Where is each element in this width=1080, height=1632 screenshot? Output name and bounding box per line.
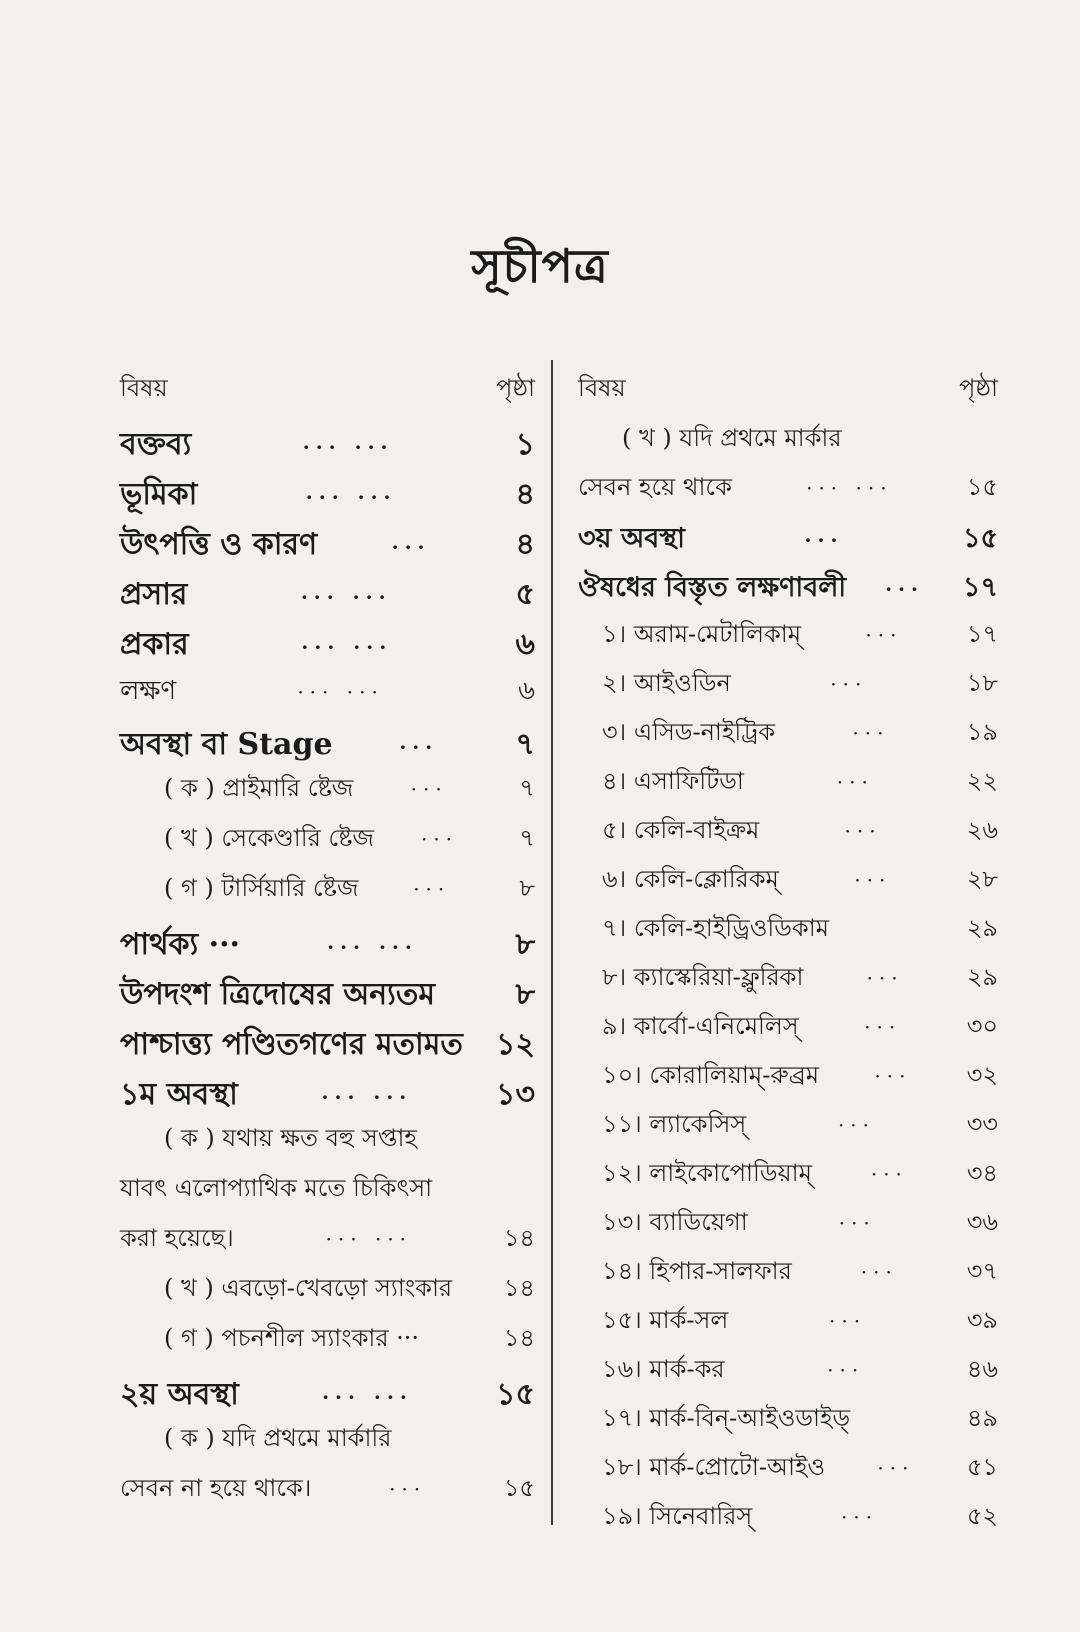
entry-leader: ··· ··· bbox=[297, 680, 384, 704]
entry-title: ১১। ল্যাকেসিস্ bbox=[602, 1110, 747, 1138]
entry-leader: ··· ··· bbox=[302, 435, 394, 459]
toc-entry bbox=[578, 1106, 998, 1155]
entry-title: ভূমিকা bbox=[120, 477, 198, 512]
toc-entry bbox=[120, 1320, 535, 1370]
entry-page-number: ৩৬ bbox=[966, 1208, 998, 1236]
entry-leader: ··· bbox=[864, 1015, 902, 1039]
left-header bbox=[120, 370, 535, 414]
entry-page-number: ২২ bbox=[966, 767, 998, 795]
entry-leader: ··· ··· bbox=[321, 1085, 413, 1109]
entry-title: ( ক ) প্রাইমারি ষ্টেজ bbox=[164, 774, 354, 802]
entry-page-number: ৭ bbox=[519, 774, 535, 802]
entry-title: উপদংশ ত্রিদোষের অন্যতম bbox=[120, 977, 436, 1012]
entry-title: ১২। লাইকোপোডিয়াম্ bbox=[602, 1159, 812, 1187]
entry-title: ১৭। মার্ক-বিন্-আইওডাইড্ bbox=[602, 1404, 851, 1432]
entry-title: বক্তব্য bbox=[120, 427, 192, 462]
entry-leader: ··· bbox=[830, 672, 868, 696]
entry-page-number: ৮ bbox=[515, 927, 535, 962]
entry-title: লক্ষণ bbox=[120, 676, 177, 706]
page-header: পৃষ্ঠা bbox=[496, 374, 535, 402]
toc-entry bbox=[578, 1057, 998, 1106]
entry-page-number: ৮ bbox=[519, 874, 535, 902]
entry-page-number: ৪ bbox=[515, 477, 535, 512]
toc-entry bbox=[120, 520, 535, 570]
entry-title: ১। অরাম-মেটালিকাম্ bbox=[602, 620, 802, 648]
left-rows bbox=[120, 420, 535, 1520]
toc-entry bbox=[578, 1351, 998, 1400]
entry-leader: ··· bbox=[874, 1064, 912, 1088]
entry-page-number: ২৯ bbox=[966, 963, 998, 991]
entry-page-number: ১৪ bbox=[503, 1324, 535, 1352]
toc-entry bbox=[120, 570, 535, 620]
left-column bbox=[120, 370, 535, 1520]
toc-entry bbox=[120, 420, 535, 470]
entry-page-number: ১৪ bbox=[503, 1224, 535, 1252]
entry-title: ১৫। মার্ক-সল bbox=[602, 1306, 729, 1334]
entry-leader: ··· bbox=[829, 1309, 867, 1333]
entry-leader: ··· ··· bbox=[322, 1385, 413, 1409]
entry-title: ( গ ) টার্সিয়ারি ষ্টেজ bbox=[164, 874, 359, 902]
entry-title: পাশ্চাত্ত্য পণ্ডিতগণের মতামত bbox=[120, 1027, 463, 1062]
entry-page-number: ১৭ bbox=[966, 620, 998, 648]
toc-entry bbox=[578, 1302, 998, 1351]
entry-leader: ··· ··· bbox=[325, 1227, 413, 1251]
toc-entry bbox=[578, 420, 998, 469]
toc-entry bbox=[120, 1470, 535, 1520]
entry-page-number: ১৫ bbox=[962, 523, 998, 554]
entry-leader: ··· bbox=[844, 819, 882, 843]
toc-entry bbox=[578, 1008, 998, 1057]
entry-title: ১৯। সিনেবারিস্ bbox=[602, 1502, 753, 1530]
toc-entry bbox=[120, 1120, 535, 1170]
entry-page-number: ৭ bbox=[515, 727, 535, 762]
toc-entry bbox=[120, 770, 535, 820]
toc-entry bbox=[120, 720, 535, 770]
entry-title: ২য় অবস্থা bbox=[120, 1377, 239, 1412]
toc-entry bbox=[120, 1070, 535, 1120]
subject-header: বিষয় bbox=[578, 374, 626, 402]
entry-title: ১৬। মার্ক-কর bbox=[602, 1355, 725, 1383]
entry-leader: ··· bbox=[399, 735, 439, 759]
entry-title: সেবন হয়ে থাকে bbox=[578, 473, 732, 501]
entry-title: যাবৎ এলোপ্যাথিক মতে চিকিৎসা bbox=[120, 1174, 433, 1202]
entry-page-number: ৪৬ bbox=[966, 1355, 998, 1383]
subject-header: বিষয় bbox=[120, 374, 168, 402]
right-header bbox=[578, 370, 998, 414]
toc-entry bbox=[578, 567, 998, 616]
entry-page-number: ৫১ bbox=[966, 1453, 998, 1481]
entry-page-number: ১৮ bbox=[966, 669, 998, 697]
toc-entry bbox=[120, 820, 535, 870]
toc-entry bbox=[578, 861, 998, 910]
toc-entry bbox=[120, 1420, 535, 1470]
entry-leader: ··· bbox=[804, 528, 844, 552]
toc-entry bbox=[578, 665, 998, 714]
entry-page-number: ২৯ bbox=[966, 914, 998, 942]
entry-title: প্রকার bbox=[120, 627, 189, 662]
toc-entry bbox=[578, 1400, 998, 1449]
toc-entry bbox=[120, 870, 535, 920]
entry-title: ১ম অবস্থা bbox=[120, 1077, 238, 1112]
entry-title: ৭। কেলি-হাইড্রিওডিকাম bbox=[602, 914, 829, 942]
entry-page-number: ২৮ bbox=[966, 865, 998, 893]
toc-entry bbox=[120, 1170, 535, 1220]
entry-page-number: ৬ bbox=[518, 676, 535, 706]
toc-entry bbox=[578, 469, 998, 518]
toc-entry bbox=[120, 620, 535, 670]
entry-leader: ··· bbox=[413, 877, 451, 901]
entry-page-number: ৩৭ bbox=[966, 1257, 998, 1285]
toc-entry bbox=[578, 812, 998, 861]
entry-title: ( ক ) যদি প্রথমে মার্কারি bbox=[164, 1424, 392, 1452]
right-rows bbox=[578, 420, 998, 1547]
toc-entry bbox=[120, 670, 535, 720]
entry-page-number: ১ bbox=[515, 427, 535, 462]
entry-leader: ··· ··· bbox=[300, 585, 392, 609]
entry-leader: ··· bbox=[837, 1113, 876, 1137]
entry-page-number: ৬ bbox=[515, 627, 535, 662]
toc-entry bbox=[120, 1270, 535, 1320]
toc-entry bbox=[578, 518, 998, 567]
entry-leader: ··· bbox=[420, 827, 459, 851]
entry-leader: ··· bbox=[836, 770, 874, 794]
toc-entry bbox=[578, 1498, 998, 1547]
entry-title: ( খ ) সেকেণ্ডারি ষ্টেজ bbox=[164, 824, 375, 852]
entry-title: প্রসার bbox=[120, 577, 188, 612]
entry-page-number: ৮ bbox=[515, 977, 535, 1012]
toc-entry bbox=[120, 1020, 535, 1070]
entry-page-number: ৫২ bbox=[966, 1502, 998, 1530]
entry-title: ১৪। হিপার-সালফার bbox=[602, 1257, 792, 1285]
entry-title: ৩য় অবস্থা bbox=[578, 523, 685, 554]
entry-page-number: ২৬ bbox=[966, 816, 998, 844]
entry-leader: ··· bbox=[877, 1456, 915, 1480]
entry-leader: ··· bbox=[838, 1211, 876, 1235]
entry-leader: ··· ··· bbox=[305, 485, 397, 509]
toc-entry bbox=[578, 616, 998, 665]
entry-leader: ··· bbox=[410, 777, 448, 801]
entry-title: ৮। ক্যাস্কেরিয়া-ফ্লুরিকা bbox=[602, 963, 804, 991]
entry-page-number: ৭ bbox=[519, 824, 535, 852]
entry-leader: ··· bbox=[391, 535, 431, 559]
entry-title: ঔষধের বিস্তৃত লক্ষণাবলী bbox=[578, 572, 847, 603]
entry-page-number: ১৫ bbox=[496, 1377, 535, 1412]
entry-leader: ··· bbox=[885, 577, 924, 601]
entry-leader: ··· ··· bbox=[806, 476, 893, 500]
toc-entry bbox=[578, 714, 998, 763]
entry-title: ৬। কেলি-ক্লোরিকম্ bbox=[602, 865, 779, 893]
page-title: সূচীপত্র bbox=[471, 239, 609, 293]
entry-title: পার্থক্য ··· bbox=[120, 927, 240, 962]
toc-entry bbox=[578, 1155, 998, 1204]
toc-entry bbox=[578, 1449, 998, 1498]
entry-page-number: ৩৯ bbox=[966, 1306, 998, 1334]
toc-entry bbox=[578, 1253, 998, 1302]
right-column bbox=[578, 370, 998, 1547]
entry-title: ( খ ) যদি প্রথমে মার্কার bbox=[622, 424, 842, 452]
entry-page-number: ৪৯ bbox=[966, 1404, 998, 1432]
entry-leader: ··· bbox=[841, 1505, 879, 1529]
entry-title: ৯। কার্বো-এনিমেলিস্ bbox=[602, 1012, 799, 1040]
entry-title: করা হয়েছে। bbox=[120, 1224, 234, 1252]
toc-entry bbox=[120, 1370, 535, 1420]
entry-leader: ··· ··· bbox=[301, 635, 393, 659]
entry-leader: ··· bbox=[827, 1358, 865, 1382]
entry-leader: ··· bbox=[870, 1162, 908, 1186]
entry-page-number: ৫ bbox=[515, 577, 535, 612]
entry-page-number: ১২ bbox=[496, 1027, 535, 1062]
entry-title: ২। আইওডিন bbox=[602, 669, 731, 697]
entry-page-number: ৩০ bbox=[966, 1012, 998, 1040]
entry-page-number: ৩৩ bbox=[966, 1110, 998, 1138]
entry-title: ১৮। মার্ক-প্রোটো-আইও bbox=[602, 1453, 826, 1481]
entry-page-number: ১৫ bbox=[966, 473, 998, 501]
toc-entry bbox=[578, 959, 998, 1008]
entry-page-number: ১৭ bbox=[962, 572, 998, 603]
toc-entry bbox=[578, 1204, 998, 1253]
entry-leader: ··· bbox=[866, 966, 904, 990]
entry-title: ৫। কেলি-বাইক্রম bbox=[602, 816, 760, 844]
entry-page-number: ১৪ bbox=[503, 1274, 535, 1302]
toc-entry bbox=[578, 910, 998, 959]
entry-title: উৎপত্তি ও কারণ bbox=[120, 527, 318, 562]
page-header: পৃষ্ঠা bbox=[959, 374, 998, 402]
toc-entry bbox=[120, 920, 535, 970]
entry-leader: ··· bbox=[854, 868, 892, 892]
entry-title: ( ক ) যথায় ক্ষত বহু সপ্তাহ bbox=[164, 1124, 418, 1152]
entry-leader: ··· bbox=[852, 721, 890, 745]
entry-page-number: ৩৪ bbox=[966, 1159, 998, 1187]
toc-entry bbox=[578, 763, 998, 812]
entry-title: ৪। এসাফিটিডা bbox=[602, 767, 744, 795]
entry-page-number: ১৫ bbox=[503, 1474, 535, 1502]
toc-entry bbox=[120, 470, 535, 520]
toc-entry bbox=[120, 970, 535, 1020]
entry-leader: ··· bbox=[865, 623, 903, 647]
entry-page-number: ৩২ bbox=[966, 1061, 998, 1089]
entry-title: ১০। কোরালিয়াম্-রুব্রম bbox=[602, 1061, 820, 1089]
entry-page-number: ৪ bbox=[515, 527, 535, 562]
entry-title: ১৩। ব্যাডিয়েগা bbox=[602, 1208, 748, 1236]
column-divider bbox=[551, 360, 553, 1525]
entry-page-number: ১৩ bbox=[496, 1077, 535, 1112]
entry-leader: ··· ··· bbox=[327, 935, 418, 959]
entry-title: সেবন না হয়ে থাকে। bbox=[120, 1474, 312, 1502]
entry-title: ( খ ) এবড়ো-খেবড়ো স্যাংকার bbox=[164, 1274, 453, 1302]
entry-title: ৩। এসিড-নাইট্রিক bbox=[602, 718, 776, 746]
entry-leader: ··· bbox=[389, 1477, 427, 1501]
entry-leader: ··· bbox=[860, 1260, 898, 1284]
entry-page-number: ১৯ bbox=[966, 718, 998, 746]
entry-title: অবস্থা বা Stage bbox=[120, 727, 333, 762]
toc-entry bbox=[120, 1220, 535, 1270]
entry-title: ( গ ) পচনশীল স্যাংকার ··· bbox=[164, 1324, 420, 1352]
